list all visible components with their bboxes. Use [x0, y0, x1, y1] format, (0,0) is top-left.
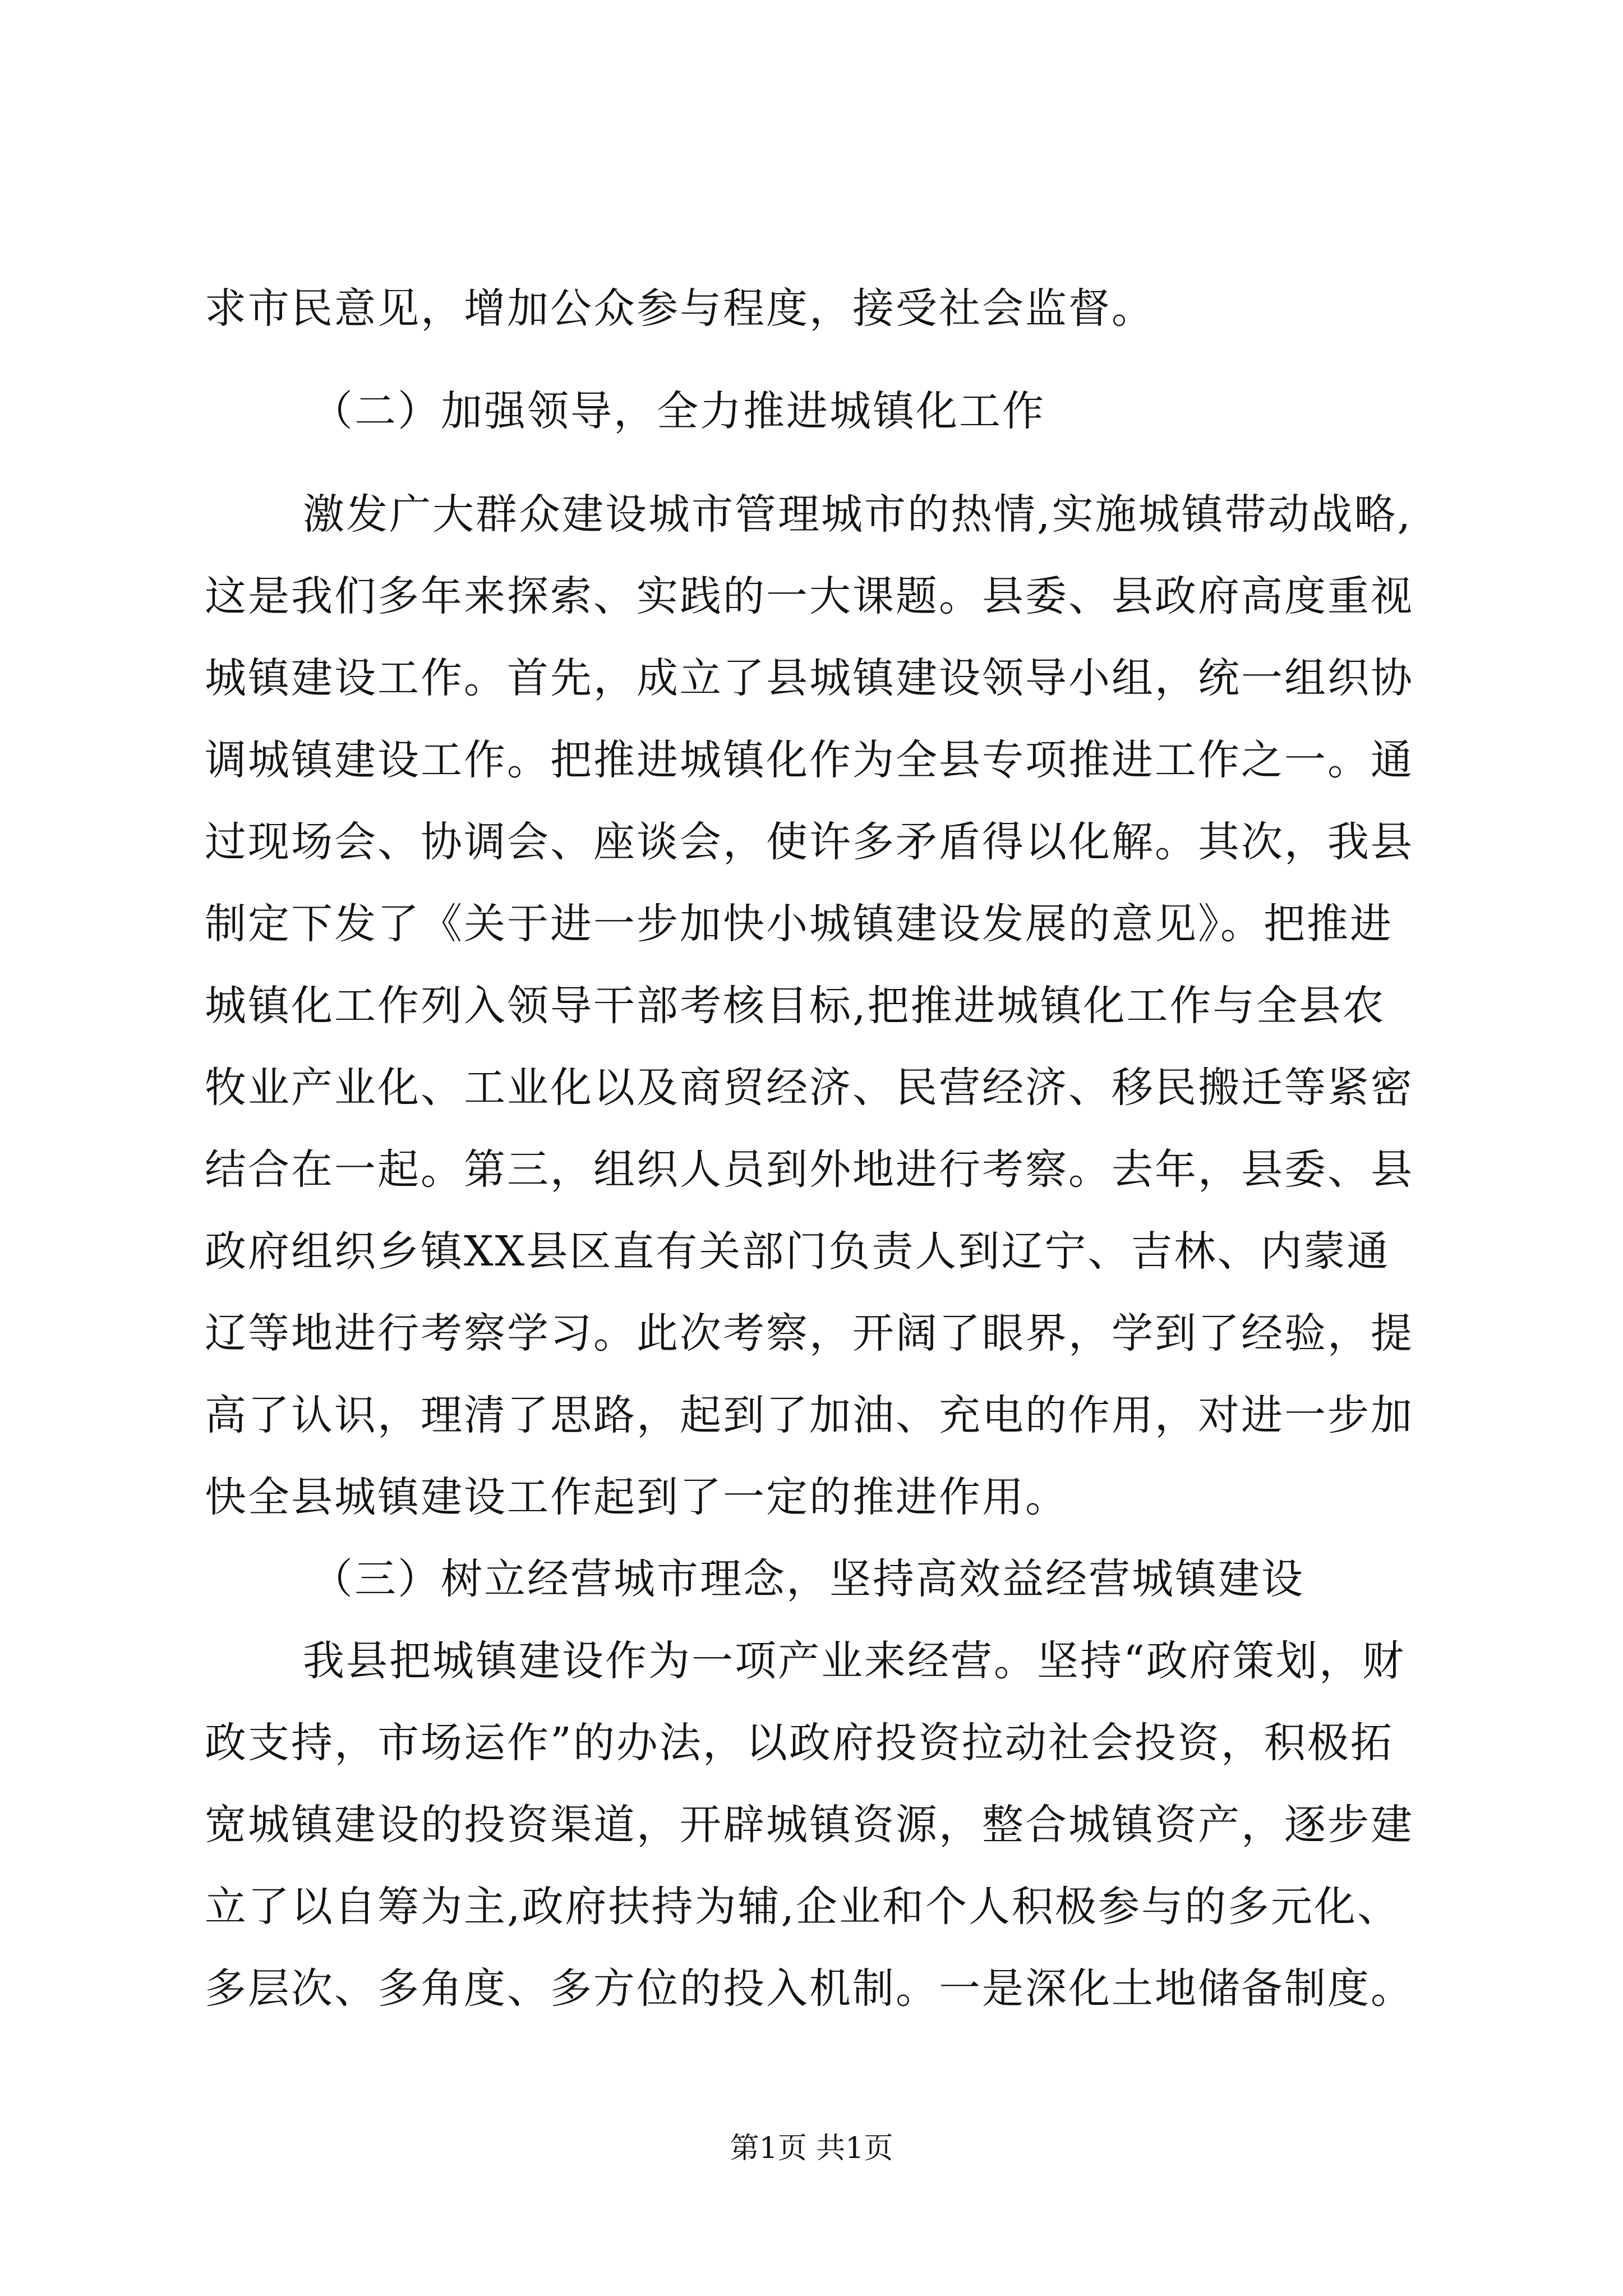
- text-line: 宽城镇建设的投资渠道，开辟城镇资源，整合城镇资产，逐步建: [205, 1801, 1414, 1849]
- text-line: 政支持，市场运作”的办法，以政府投资拉动社会投资，积极拓: [205, 1719, 1394, 1767]
- text-line: 牧业产业化、工业化以及商贸经济、民营经济、移民搬迁等紧密: [205, 1064, 1414, 1112]
- text-line: 激发广大群众建设城市管理城市的热情,实施城镇带动战略,: [303, 490, 1413, 539]
- text-line: 高了认识，理清了思路，起到了加油、充电的作用，对进一步加: [205, 1391, 1414, 1439]
- text-line: 城镇化工作列入领导干部考核目标,把推进城镇化工作与全县农: [205, 982, 1386, 1030]
- text-line: 多层次、多角度、多方位的投入机制。一是深化土地储备制度。: [205, 1964, 1414, 2013]
- text-line: 快全县城镇建设工作起到了一定的推进作用。: [205, 1473, 1068, 1521]
- text-line: 辽等地进行考察学习。此次考察，开阔了眼界，学到了经验，提: [205, 1309, 1414, 1358]
- text-line: 结合在一起。第三，组织人员到外地进行考察。去年，县委、县: [205, 1145, 1414, 1194]
- text-line: 我县把城镇建设作为一项产业来经营。坚持“政府策划，财: [303, 1637, 1405, 1685]
- section-heading: （二）加强领导，全力推进城镇化工作: [311, 387, 1045, 435]
- page-number-footer: 第1页 共1页: [730, 2132, 893, 2165]
- text-line: 这是我们多年来探索、实践的一大课题。县委、县政府高度重视: [205, 572, 1414, 620]
- text-line: 求市民意见，增加公众参与程度，接受社会监督。: [205, 284, 1155, 333]
- section-heading: （三）树立经营城市理念，坚持高效益经营城镇建设: [311, 1555, 1304, 1603]
- text-line: 制定下发了《关于进一步加快小城镇建设发展的意见》。把推进: [205, 900, 1393, 948]
- text-line: 政府组织乡镇XX县区直有关部门负责人到辽宁、吉林、内蒙通: [205, 1227, 1390, 1276]
- text-line: 过现场会、协调会、座谈会，使许多矛盾得以化解。其次，我县: [205, 818, 1414, 866]
- text-line: 城镇建设工作。首先，成立了县城镇建设领导小组，统一组织协: [205, 654, 1414, 702]
- text-line: 立了以自筹为主,政府扶持为辅,企业和个人积极参与的多元化、: [205, 1883, 1401, 1931]
- text-line: 调城镇建设工作。把推进城镇化作为全县专项推进工作之一。通: [205, 736, 1414, 784]
